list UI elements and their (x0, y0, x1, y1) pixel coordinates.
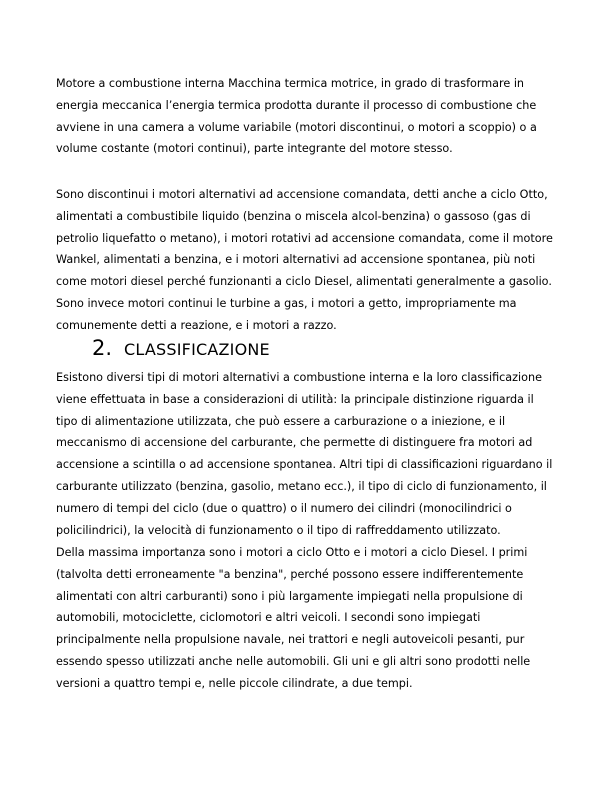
section-heading (92, 336, 270, 360)
intro-paragraph (56, 73, 556, 160)
classification-paragraph: Esistono diversi tipi di motori alternativi a combustione interna e la loro classificazione viene effettuata in base a considerazioni di utilità: la principale distinzione riguarda il tipo di alimentazione utilizzata, che può essere a carburazione o a iniezione, e il meccanismo di accensione del carburante, che permette di distinguere fra motori ad accensione a scintilla o ad accensione spontanea. Altri tipi di classificazioni riguardano il carburante utilizzato (benzina, gasolio, metano ecc.), il tipo di ciclo di funzionamento, il numero di tempi del ciclo (due o quattro) o il numero dei cilindri (monocilindrici o policilindrici), la velocità di funzionamento o il tipo di raffreddamento utilizzato. (56, 371, 553, 537)
defined-term: Motore a combustione interna (56, 77, 225, 90)
engine-types-paragraph: Sono discontinui i motori alternativi ad accensione comandata, detti anche a ciclo Otto, alimentati a combustibile liquido (benzina o miscela alcol-benzina) o gassoso (gas di petrolio liquefatto o metano), i motori rotativi ad accensione comandata, come il motore Wankel, alimentati a benzina, e i motori alternativi ad accensione spontanea, più noti come motori diesel perché funzionanti a ciclo Diesel, alimentati generalmente a gasolio. Sono invece motori continui le turbine a gas, i motori a getto, impropriamente ma comunemente detti a reazione, e i motori a razzo. (56, 188, 553, 332)
definition-text: Macchina termica motrice, in grado di trasformare in energia meccanica l’energia termica prodotta durante il processo di combustione che avviene in una camera a volume variabile (motori discontinui, o motori a scoppio) o a volume costante (motori continui), parte integrante del motore stesso. (56, 77, 537, 156)
section-title: CLASSIFICAZIONE (124, 340, 270, 359)
otto-diesel-paragraph: Della massima importanza sono i motori a ciclo Otto e i motori a ciclo Diesel. I primi (talvolta detti erroneamente "a benzina", perché possono essere indifferentemente alimentati con altri carburanti) sono i più largamente impiegati nella propulsione di automobili, motociclette, ciclomotori e altri veicoli. I secondi sono impiegati principalmente nella propulsione navale, nei trattori e negli autoveicoli pesanti, pur essendo spesso utilizzati anche nelle automobili. Gli uni e gli altri sono prodotti nelle versioni a quattro tempi e, nelle piccole cilindrate, a due tempi. (56, 546, 531, 690)
section-number: 2. (92, 336, 113, 360)
